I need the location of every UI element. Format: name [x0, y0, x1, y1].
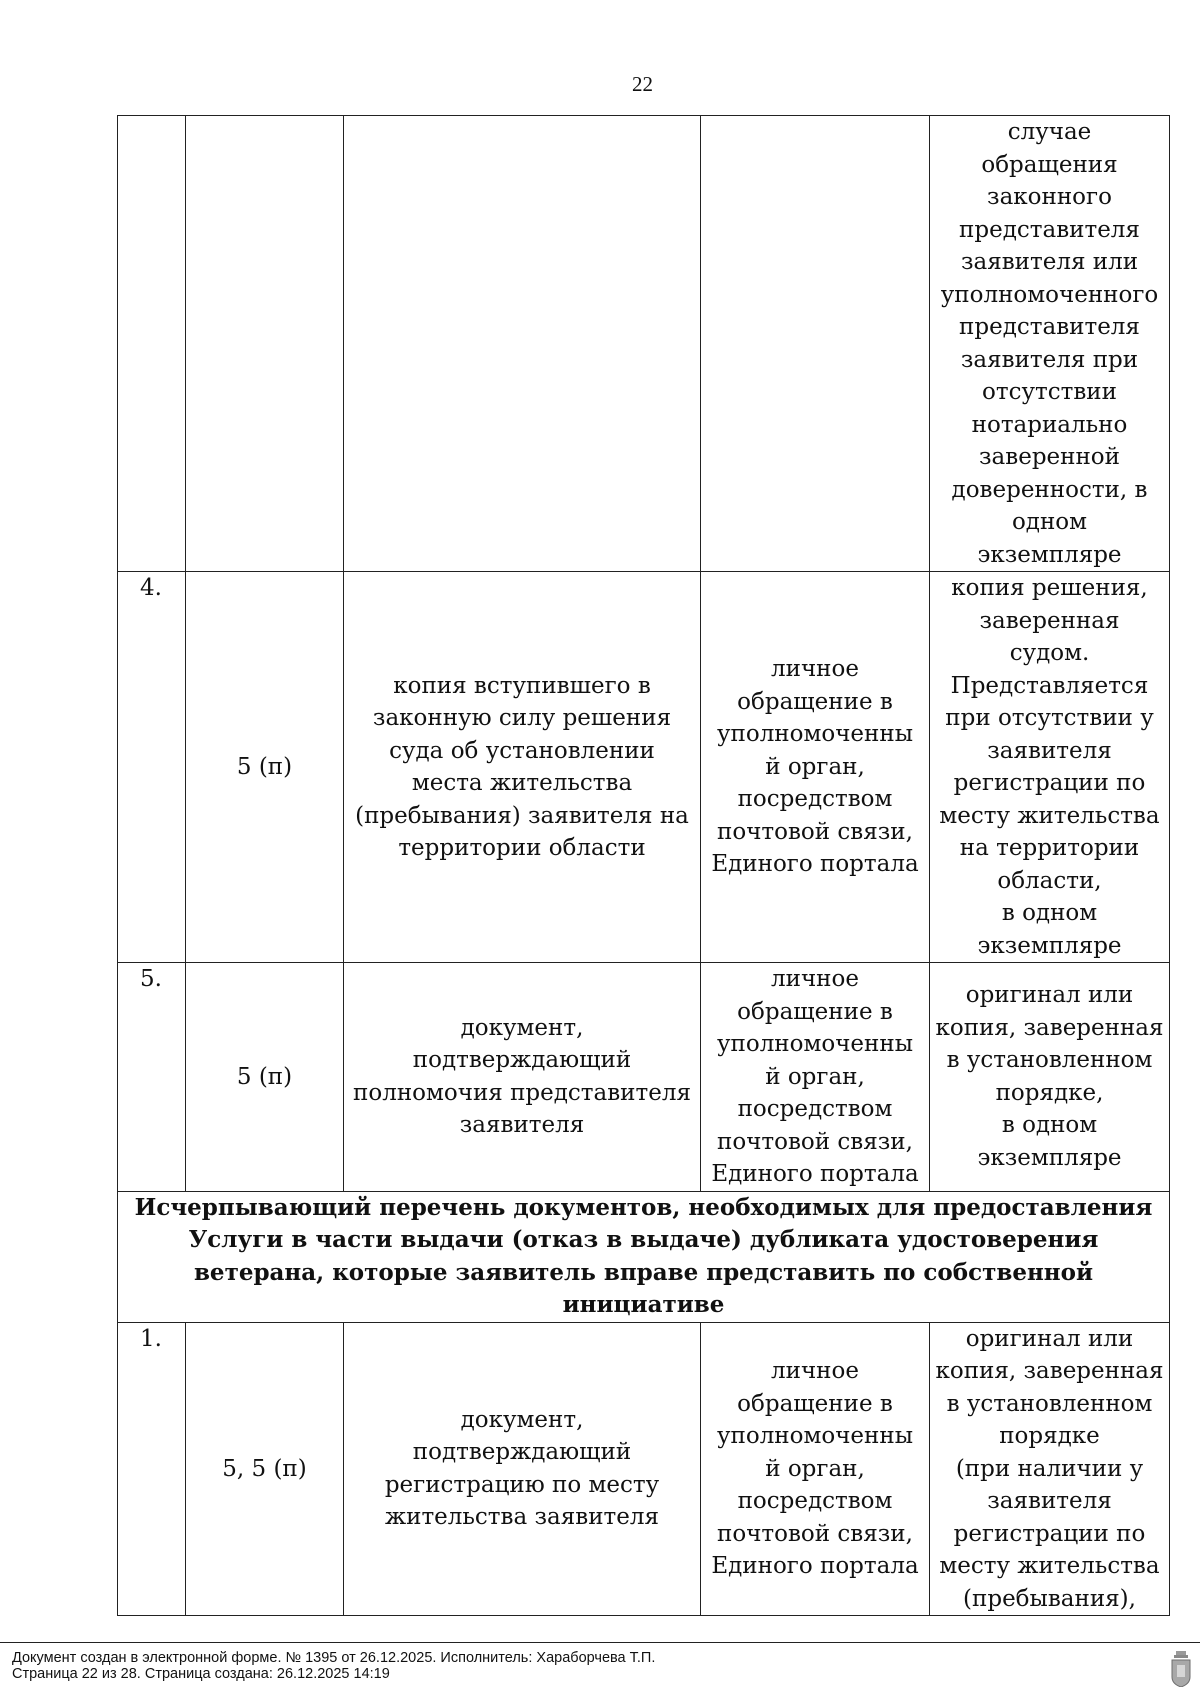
row-document: документ, подтверждающий регистрацию по месту жительства заявителя	[384, 1406, 660, 1531]
row-number: 1.	[140, 1325, 162, 1352]
row-form: копия решения, заверенная судом. Представляется при отсутствии у заявителя регистрации по месту жительства на территории области, в одном экземпляре	[939, 575, 1160, 959]
row-number-cell	[118, 1322, 186, 1616]
row-form: случае обращения законного представителя заявителя или уполномоченного представителя заявителя при отсутствии нотариально заверенной доверенности, в одном экземпляре	[940, 119, 1159, 568]
form-cell	[930, 963, 1170, 1192]
code-cell	[186, 1322, 344, 1616]
document-cell	[344, 963, 701, 1192]
document-cell	[344, 572, 701, 963]
document-footer	[0, 1642, 1200, 1682]
row-code: 5, 5 (п)	[222, 1455, 307, 1482]
document-cell	[344, 1322, 701, 1616]
section-heading-row	[118, 1191, 1170, 1322]
row-number-cell	[118, 116, 186, 572]
table-row	[118, 963, 1170, 1192]
document-cell	[344, 116, 701, 572]
footer-text	[12, 1650, 655, 1682]
table-row	[118, 1322, 1170, 1616]
row-method: личное обращение в уполномоченны й орган, посредством почтовой связи, Единого портала	[711, 1358, 919, 1579]
documents-table	[117, 115, 1170, 1616]
footer-line-page: Страница 22 из 28. Страница создана: 26.12.2025 14:19	[12, 1666, 390, 1682]
code-cell	[186, 572, 344, 963]
code-cell	[186, 116, 344, 572]
table-row	[118, 572, 1170, 963]
form-cell	[930, 572, 1170, 963]
method-cell	[701, 1322, 930, 1616]
code-cell	[186, 963, 344, 1192]
row-method: личное обращение в уполномоченны й орган, посредством почтовой связи, Единого портала	[711, 656, 919, 878]
row-number-cell	[118, 963, 186, 1192]
row-document: копия вступившего в законную силу решения суда об установлении места жительства (пребывания) заявителя на территории области	[355, 672, 689, 861]
row-document: документ, подтверждающий полномочия представителя заявителя	[353, 1014, 691, 1139]
form-cell	[930, 116, 1170, 572]
table-row	[118, 116, 1170, 572]
row-number: 4.	[140, 575, 162, 601]
page-number: 22	[632, 72, 653, 96]
row-code: 5 (п)	[236, 753, 293, 780]
row-code: 5 (п)	[236, 1063, 293, 1090]
method-cell	[701, 572, 930, 963]
method-cell	[701, 116, 930, 572]
coat-of-arms-icon	[1171, 1651, 1191, 1687]
form-cell	[930, 1322, 1170, 1616]
row-number: 5.	[140, 966, 162, 992]
row-form: оригинал или копия, заверенная в установленном порядке (при наличии у заявителя регистрации по месту жительства (пребывания),	[935, 1325, 1164, 1612]
row-form: оригинал или копия, заверенная в установленном порядке, в одном экземпляре	[935, 982, 1164, 1171]
row-method: личное обращение в уполномоченны й орган, посредством почтовой связи, Единого портала	[711, 966, 919, 1187]
section-heading: Исчерпывающий перечень документов, необходимых для предоставления Услуги в части выдачи (отказ в выдаче) дубликата удостоверения ветерана, которые заявитель вправе представить по собственной инициативе	[118, 1191, 1170, 1322]
method-cell	[701, 963, 930, 1192]
footer-line-creation: Документ создан в электронной форме. № 1395 от 26.12.2025. Исполнитель: Хараборчева Т.П.	[12, 1650, 656, 1666]
row-number-cell	[118, 572, 186, 963]
